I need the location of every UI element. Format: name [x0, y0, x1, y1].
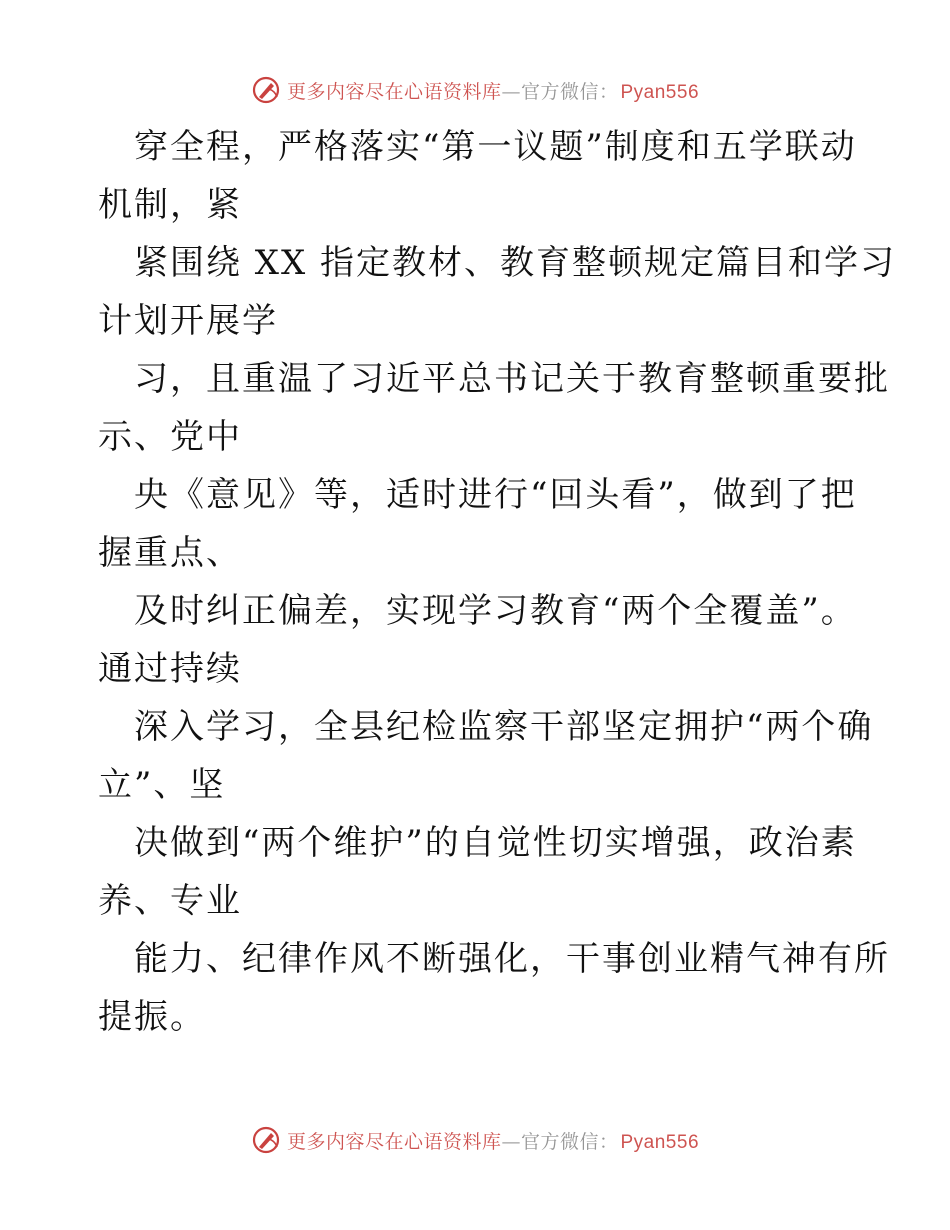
footer-watermark [0, 1122, 950, 1158]
text-line: 央《意见》等，适时进行“回头看”，做到了把 [134, 475, 857, 515]
text-line: 及时纠正偏差，实现学习教育“两个全覆盖”。 [134, 591, 857, 631]
watermark-id: Pyan556 [620, 81, 700, 103]
text-line: 能力、纪律作风不断强化，干事创业精气神有所 [134, 939, 890, 979]
text-line: 决做到“两个维护”的自觉性切实增强，政治素 [134, 823, 857, 863]
watermark-channel: 官方微信： [520, 1130, 619, 1153]
text-line: 立”、坚 [98, 765, 226, 805]
text-line: 握重点、 [98, 533, 242, 573]
text-line: 通过持续 [98, 649, 242, 689]
text-line: 习，且重温了习近平总书记关于教育整顿重要批 [134, 359, 890, 399]
watermark-id: Pyan556 [620, 1131, 700, 1153]
watermark-dash: — [501, 1130, 521, 1153]
watermark-channel: 官方微信： [520, 80, 619, 103]
header-watermark [0, 72, 950, 108]
watermark-text [287, 1127, 699, 1154]
quill-logo-icon [251, 1125, 281, 1155]
text-line: 深入学习，全县纪检监察干部坚定拥护“两个确 [134, 707, 874, 747]
text-line: 紧围绕 XX 指定教材、教育整顿规定篇目和学习 [134, 243, 897, 283]
text-line: 计划开展学 [98, 301, 278, 341]
text-line: 提振。 [98, 997, 206, 1037]
watermark-dash: — [501, 80, 521, 103]
text-line: 机制，紧 [98, 185, 242, 225]
watermark-brand: 更多内容尽在心语资料库 [286, 80, 502, 103]
text-line: 养、专业 [98, 881, 242, 921]
watermark-text [287, 77, 699, 104]
document-body [98, 118, 897, 1046]
text-line: 穿全程，严格落实“第一议题”制度和五学联动 [134, 127, 857, 167]
text-line: 示、党中 [98, 417, 242, 457]
watermark-brand: 更多内容尽在心语资料库 [286, 1130, 502, 1153]
quill-logo-icon [251, 75, 281, 105]
